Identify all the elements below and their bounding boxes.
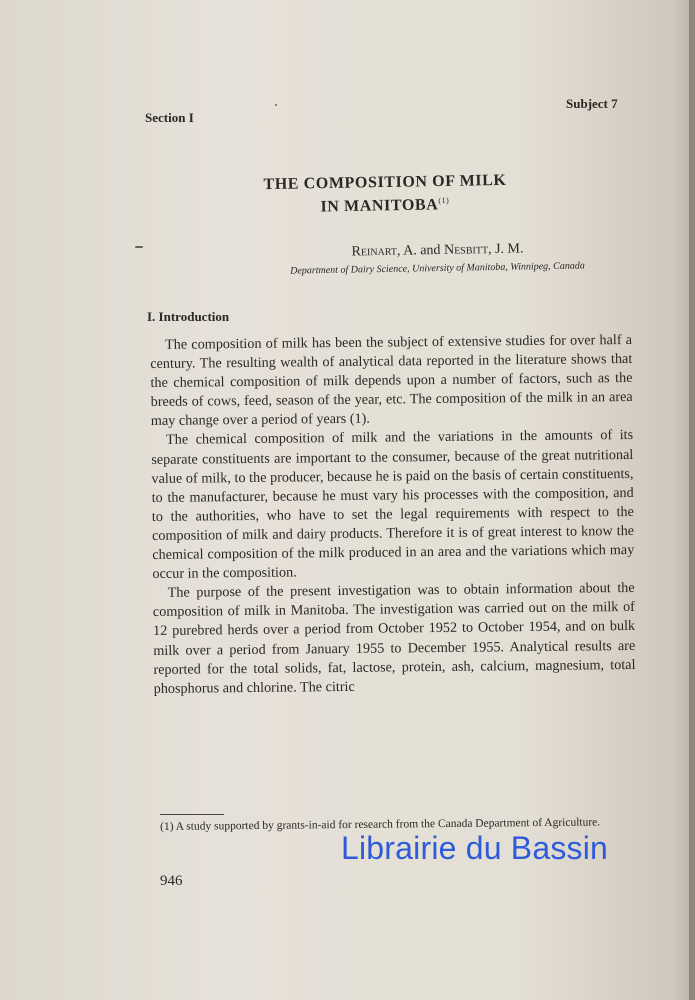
article-title-line-2: IN MANITOBA$^{(1)}$: [320, 195, 450, 216]
section-heading: I. Introduction: [147, 309, 230, 324]
print-speck: [275, 104, 277, 106]
article-title-line-1: THE COMPOSITION OF MILK: [263, 171, 507, 194]
subject-label: Subject 7: [566, 96, 618, 111]
body-text: [150, 331, 636, 699]
title-footnote-marker: (1): [438, 195, 450, 206]
paragraph: The purpose of the present investigation was to obtain information about the composition of milk in Manitoba. The investigation was carried out on the milk of 12 purebred herds over a period from October 1952 to October 1954, and on bulk milk over a period from January 1955 to December 1955. Analytical results are reported for the total solids, fat, lactose, protein, ash, calcium, magnesium, total phosphorus and chlorine. The citric: [152, 580, 636, 697]
page-number: 946: [160, 873, 183, 889]
paragraph: The composition of milk has been the subject of extensive studies for over half a century. The resulting wealth of analytical data reported in the literature shows that the chemical composition of milk depends upon a number of factors, such as the breeds of cows, feed, season of the year, etc. The composition of the milk in an area may change over a period of years (1).: [150, 331, 633, 430]
footnote: (1) A study supported by grants-in-aid for research from the Canada Department of Agriculture.: [160, 816, 601, 833]
footnote-divider: [160, 814, 224, 815]
paragraph: The chemical composition of milk and the variations in the amounts of its separate constituents are important to the consumer, because of the great nutritional value of milk, to the producer, because he is paid on the basis of certain constituents, to the manufacturer, because he must vary his processes with the composition, and to the authorities, who have to set the legal requirements with respect to the composition of milk and dairy products. Therefore it is of great interest to know the chemical composition of the milk produced in an area and the variations which may occur in the composition.: [151, 427, 635, 583]
author-affiliation: Department of Dairy Science, University of Manitoba, Winnipeg, Canada: [290, 260, 585, 277]
watermark: Librairie du Bassin: [341, 830, 609, 866]
print-speck: [135, 246, 143, 248]
section-label: Section I: [145, 110, 194, 125]
page-edge-shadow: [689, 0, 695, 1000]
author-line: Reinart, A. and Nesbitt, J. M.: [351, 241, 524, 260]
